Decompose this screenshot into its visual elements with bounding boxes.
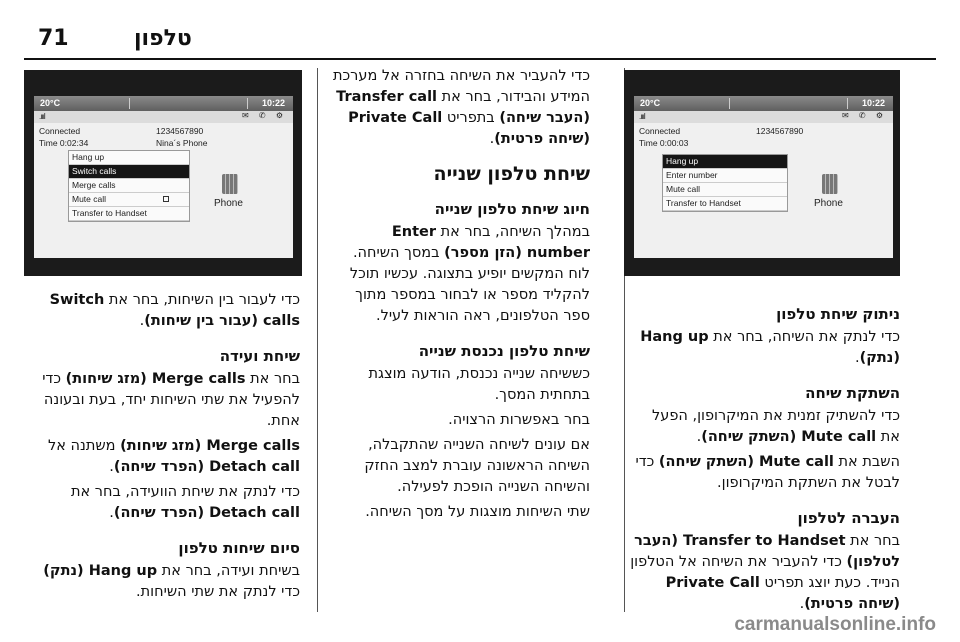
text: בחר את	[250, 371, 300, 387]
text: כדי לנתק את השיחה, בחר את	[713, 329, 900, 345]
page-header	[24, 26, 936, 60]
status-bar	[34, 96, 293, 111]
menu-term: Merge calls (מזג שיחות)	[120, 438, 300, 454]
text: כדי להשתיק זמנית את המיקרופון, הפעל את	[652, 408, 900, 445]
call-time: Time 0:00:03	[639, 138, 689, 148]
heading-dial-second: חיוג שיחת טלפון שנייה	[434, 200, 590, 218]
text: כדי להעביר את השיחה בחזרה אל מערכת המידע והבידור, בחר את	[332, 68, 590, 105]
header-rule	[24, 58, 936, 60]
menu-item-enter-number[interactable]: Enter number	[663, 169, 787, 183]
menu-term: Transfer to Handset (העבר לטלפון)	[634, 533, 900, 570]
menu-term: Private Call (שיחה פרטית)	[665, 575, 900, 612]
heading-end-calls: סיום שיחות טלפון	[178, 539, 300, 557]
text: במסך השיחה. לוח המקשים יופיע בתצוגה. עכשיו תוכל להקליד מספר או לבחור במספר מתוך ספר הטלפונים, ראה הוראות לעיל.	[349, 245, 590, 324]
divider	[729, 98, 730, 109]
menu-item-hang-up[interactable]: Hang up	[69, 151, 189, 165]
system-icons: ✉ ✆ ⚙	[841, 111, 887, 120]
watermark: carmanualsonline.info	[734, 614, 936, 635]
menu-item-mute-call[interactable]	[69, 193, 189, 207]
chapter-title: טלפון	[134, 26, 192, 51]
right-column-text	[630, 290, 900, 619]
menu-term: Mute call (השתק שיחה)	[658, 454, 834, 470]
system-icons: ✉ ✆ ⚙	[241, 111, 287, 120]
signal-icon: .ıııl	[39, 112, 45, 121]
signal-icon: .ıııl	[639, 112, 645, 121]
heading-mute: השתקת שיחה	[805, 384, 900, 402]
paragraph	[630, 531, 900, 615]
text: .	[696, 429, 702, 445]
paragraph	[328, 66, 590, 150]
menu-term: Mute call (השתק שיחה)	[701, 429, 877, 445]
paragraph: בחר באפשרות הרצויה.	[448, 412, 590, 428]
menu-term: (נתק)	[859, 350, 900, 366]
phone-label: Phone	[214, 198, 243, 209]
text: .	[489, 131, 495, 147]
menu-item-merge-calls[interactable]: Merge calls	[69, 179, 189, 193]
paragraph	[30, 369, 300, 432]
menu-item-switch-calls[interactable]: Switch calls	[69, 165, 189, 179]
text: .	[799, 596, 805, 612]
text: כדי לבטל את השתקת המיקרופון.	[635, 454, 900, 491]
menu-item-hang-up[interactable]: Hang up	[663, 155, 787, 169]
status-bar	[634, 96, 893, 111]
phone-label: Phone	[814, 198, 843, 209]
clock: 10:22	[861, 98, 885, 108]
text: בתפריט	[446, 110, 495, 126]
menu-term: Hang up (נתק)	[43, 563, 158, 579]
paragraph: אם עונים לשיחה השנייה שהתקבלה, השיחה הראשונה עוברת למצב החזק והשיחה השנייה הופכת לפעילה.	[364, 437, 590, 495]
text: כדי לנתק את שתי השיחות.	[136, 584, 300, 600]
infotainment-screen	[634, 96, 893, 258]
text: כדי לנתק את שיחת הוועידה, בחר את	[70, 484, 300, 500]
heading-conference: שיחת ועידה	[219, 347, 300, 365]
connection-status: Connected	[639, 126, 681, 136]
checkbox-icon[interactable]	[163, 196, 169, 202]
screenshot-hang-up-menu	[624, 70, 900, 276]
call-time: Time 0:02:34	[39, 138, 89, 148]
text: כדי להפעיל את שתי השיחות יחד, בעת ובעונה אחת.	[42, 371, 300, 429]
text: כדי לעבור בין השיחות, בחר את	[108, 292, 300, 308]
menu-item-transfer-to-handset[interactable]: Transfer to Handset	[69, 207, 189, 221]
paragraph	[30, 482, 300, 524]
call-menu	[68, 150, 190, 222]
phone-icon[interactable]	[822, 174, 838, 194]
menu-item-transfer-to-handset[interactable]: Transfer to Handset	[663, 197, 787, 211]
clock: 10:22	[261, 98, 285, 108]
signal-row	[634, 111, 893, 123]
menu-term: Enter number (הזן מספר)	[391, 224, 590, 261]
middle-column-text	[328, 66, 590, 527]
text: במהלך השיחה, בחר את	[440, 224, 590, 240]
paragraph	[30, 436, 300, 478]
phone-number: 1234567890	[756, 126, 804, 136]
menu-term: Detach call (הפרד שיחה)	[113, 459, 300, 475]
paragraph	[30, 290, 300, 332]
text: .	[109, 505, 114, 521]
text: .	[854, 350, 860, 366]
menu-item-label: Mute call	[72, 194, 107, 204]
text: כדי להעביר את השיחה אל הטלפון הנייד. כעת יוצג תפריט	[630, 554, 900, 591]
text: בשיחת ועידה, בחר את	[161, 563, 300, 579]
column-divider	[317, 68, 318, 612]
phone-number: 1234567890	[156, 126, 204, 136]
call-menu	[662, 154, 788, 212]
heading-incoming-second: שיחת טלפון נכנסת שנייה	[418, 342, 590, 360]
temperature: 20°C	[640, 98, 661, 108]
phone-name: Nina´s Phone	[156, 138, 208, 148]
heading-transfer: העברה לטלפון	[797, 509, 900, 527]
divider	[129, 98, 130, 109]
menu-term: Private Call (שיחה פרטית)	[348, 110, 590, 147]
signal-row	[34, 111, 293, 123]
menu-term: Detach call (הפרד שיחה)	[113, 505, 300, 521]
paragraph	[30, 561, 300, 603]
page-number: 71	[38, 26, 69, 51]
paragraph	[630, 327, 900, 369]
text: .	[109, 459, 114, 475]
divider	[247, 98, 248, 109]
menu-term: Transfer call (העבר שיחה)	[336, 89, 590, 126]
heading-hang-up: ניתוק שיחת טלפון	[776, 305, 900, 323]
paragraph	[630, 452, 900, 494]
left-column-text	[30, 290, 300, 607]
paragraph	[328, 222, 590, 327]
menu-term: Merge calls (מזג שיחות)	[65, 371, 246, 387]
screenshot-switch-calls-menu	[24, 70, 302, 276]
heading-second-call: שיחת טלפון שנייה	[433, 163, 590, 185]
paragraph: כששיחה שנייה נכנסת, הודעה מוצגת בתחתית המסך.	[368, 366, 590, 403]
text: .	[139, 313, 145, 329]
divider	[847, 98, 848, 109]
text: בחר את	[850, 533, 900, 549]
menu-item-mute-call[interactable]: Mute call	[663, 183, 787, 197]
text: השבת את	[838, 454, 900, 470]
paragraph	[630, 406, 900, 448]
menu-term: Switch calls (עבור בין שיחות)	[49, 292, 300, 329]
menu-term: Hang up	[640, 329, 709, 345]
temperature: 20°C	[40, 98, 61, 108]
infotainment-screen	[34, 96, 293, 258]
phone-icon[interactable]	[222, 174, 238, 194]
text: משתנה אל	[48, 438, 116, 454]
connection-status: Connected	[39, 126, 81, 136]
paragraph: שתי השיחות מוצגות על מסך השיחה.	[365, 504, 590, 520]
